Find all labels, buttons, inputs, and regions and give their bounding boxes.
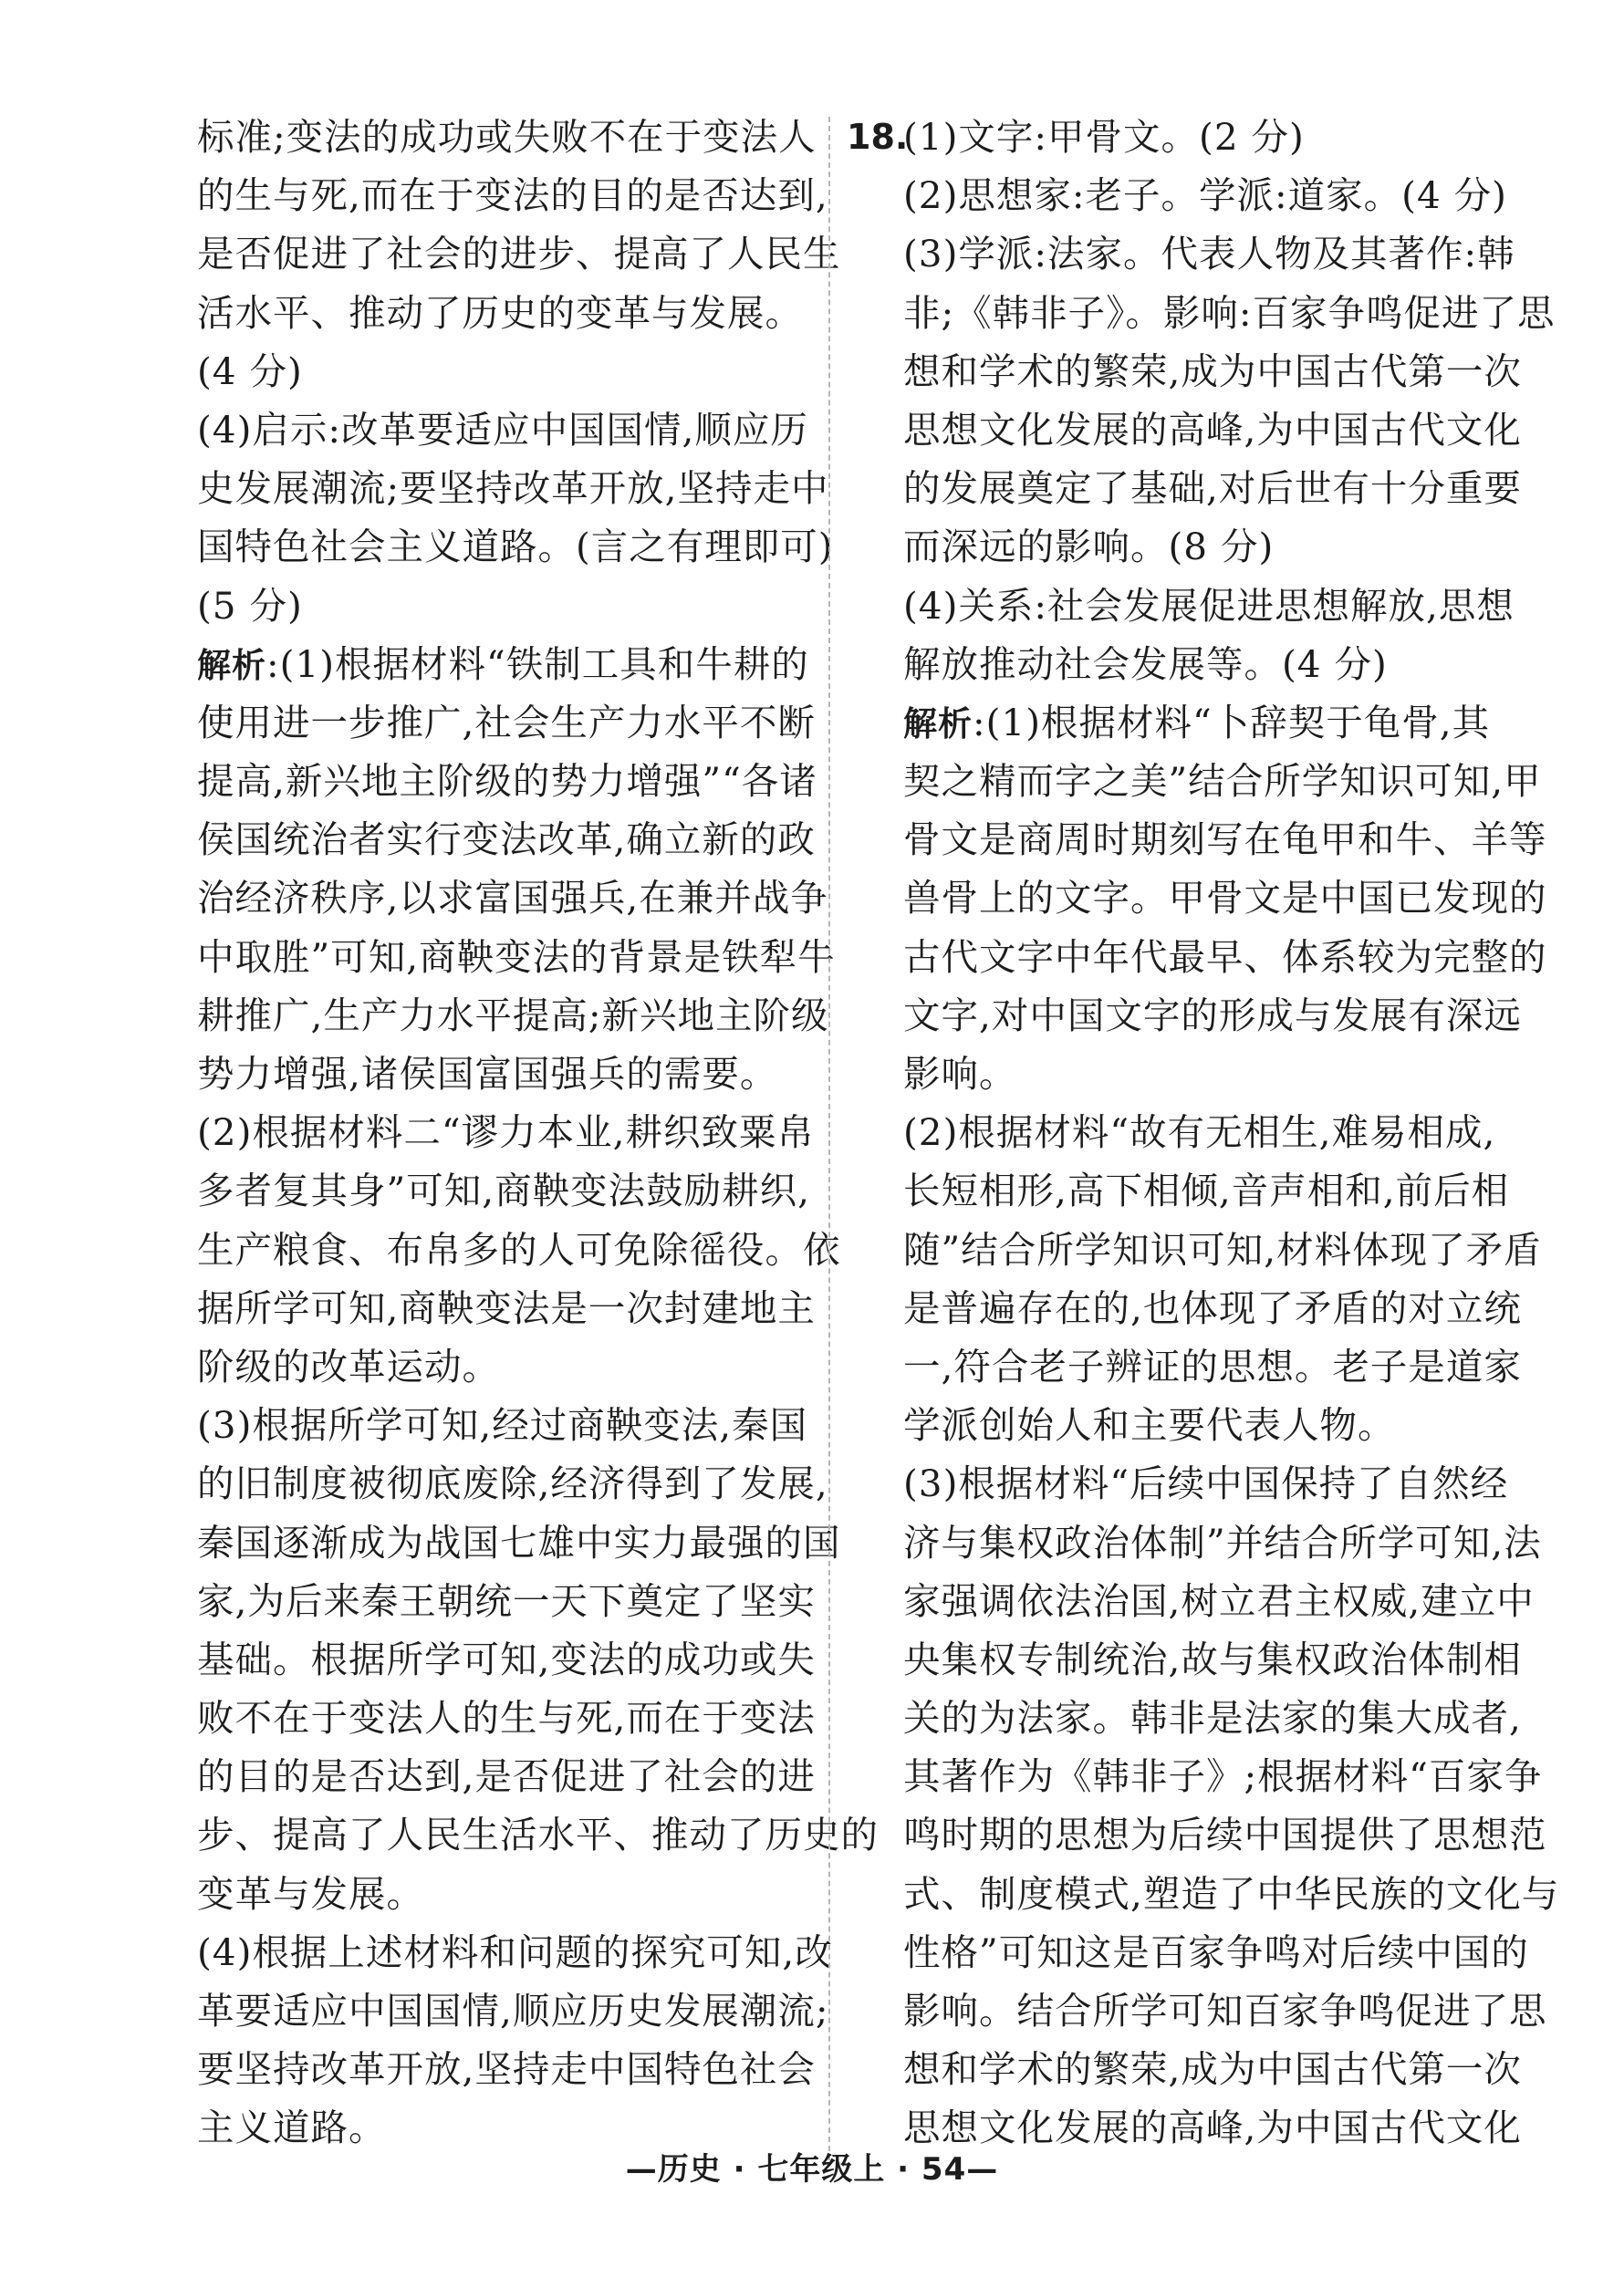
text-line (903, 1630, 1522, 1689)
text-line (197, 868, 827, 927)
text-line (903, 693, 1516, 752)
line-text: :(1)根据材料“卜辞契于龟骨,其 (973, 700, 1491, 744)
text-line (197, 693, 827, 752)
line-text: (2)根据材料二“谬力本业,耕织致粟帛 (197, 1110, 815, 1155)
right-column (903, 108, 1560, 2158)
text-line (197, 1337, 827, 1396)
text-line (197, 1221, 841, 1279)
text-line (903, 224, 1516, 283)
line-text: (4)启示:改革要适应中国国情,顺应历 (197, 407, 808, 452)
text-line (903, 1923, 1529, 1981)
text-line (197, 1865, 827, 1923)
text-line (197, 635, 827, 693)
line-text: 是普遍存在的,也体现了矛盾的对立统 (903, 1285, 1522, 1330)
text-line (903, 166, 1516, 224)
text-line (197, 1161, 827, 1220)
line-text: 鸣时期的思想为后续中国提供了思想范 (903, 1813, 1547, 1857)
line-text: 随”结合所学知识可知,材料体现了矛盾 (903, 1227, 1542, 1272)
line-text: 思想文化发展的高峰,为中国古代文化 (903, 2106, 1522, 2150)
line-text: 文字,对中国文字的形成与发展有深远 (903, 993, 1522, 1037)
line-text: 契之精而字之美”结合所学知识可知,甲 (903, 759, 1542, 804)
line-text: 的生与死,而在于变法的目的是否达到, (197, 173, 828, 218)
line-text: 而深远的影响。(8 分) (903, 525, 1275, 569)
line-text: 标准;变法的成功或失败不在于变法人 (197, 115, 817, 159)
line-text: 使用进一步推广,社会生产力水平不断 (197, 700, 816, 744)
line-text: 其著作为《韩非子》;根据材料“百家争 (903, 1754, 1543, 1799)
line-text: (3)学派:法家。代表人物及其著作:韩 (903, 232, 1515, 276)
text-line (903, 400, 1522, 459)
text-line (197, 1689, 827, 1747)
line-text: 家强调依法治国,树立君主权威,建立中 (903, 1578, 1535, 1623)
line-text: (5 分) (197, 583, 303, 628)
line-text: (4 分) (197, 348, 303, 393)
line-text: 史发展潮流;要坚持改革开放,坚持走中 (197, 466, 829, 511)
line-text: 秦国逐渐成为战国七雄中实力最强的国 (197, 1520, 841, 1565)
line-text: 学派创始人和主要代表人物。 (903, 1403, 1396, 1448)
line-text: 影响。 (903, 1052, 1017, 1096)
line-text: 非;《韩非子》。影响:百家争鸣促进了思 (903, 290, 1556, 335)
text-line (197, 1747, 827, 1805)
line-text: 国特色社会主义道路。(言之有理即可) (197, 525, 834, 569)
text-line (903, 868, 1547, 927)
text-line (197, 577, 827, 635)
text-line (903, 810, 1547, 868)
text-line (903, 1221, 1542, 1279)
line-text: 据所学可知,商鞅变法是一次封建地主 (197, 1285, 816, 1330)
line-text: 想和学术的繁荣,成为中国古代第一次 (903, 2047, 1522, 2092)
line-text: 耕推广,生产力水平提高;新兴地主阶级 (197, 993, 829, 1037)
line-text: 式、制度模式,塑造了中华民族的文化与 (903, 1871, 1560, 1916)
line-text: 古代文字中年代最早、体系较为完整的 (903, 934, 1547, 979)
line-text: 解放推动社会发展等。(4 分) (903, 641, 1388, 686)
text-line (197, 986, 827, 1045)
text-line (197, 1454, 827, 1513)
line-text: 思想文化发展的高峰,为中国古代文化 (903, 407, 1522, 452)
text-line (197, 1513, 841, 1572)
text-line (197, 224, 841, 283)
line-text: :(1)根据材料“铁制工具和牛耕的 (266, 641, 809, 686)
text-line (903, 1337, 1522, 1396)
line-text: 一,符合老子辨证的思想。老子是道家 (903, 1344, 1522, 1388)
text-line (197, 1396, 827, 1454)
line-text: 想和学术的繁荣,成为中国古代第一次 (903, 348, 1522, 393)
line-text: 败不在于变法人的生与死,而在于变法 (197, 1696, 816, 1741)
text-line (903, 1805, 1547, 1864)
text-line (197, 1572, 827, 1630)
line-text: 的旧制度被彻底废除,经济得到了发展, (197, 1461, 828, 1506)
line-text: 骨文是商周时期刻写在龟甲和牛、羊等 (903, 817, 1547, 862)
line-text: 兽骨上的文字。甲骨文是中国已发现的 (903, 876, 1547, 920)
text-line (903, 517, 1516, 576)
line-text: 生产粮食、布帛多的人可免除徭役。依 (197, 1227, 841, 1272)
line-text: 要坚持改革开放,坚持走中国特色社会 (197, 2047, 816, 2092)
text-line (903, 1396, 1516, 1454)
line-text: 长短相形,高下相倾,音声相和,前后相 (903, 1169, 1510, 1213)
line-text: (3)根据所学可知,经过商鞅变法,秦国 (197, 1403, 808, 1448)
text-line (903, 1161, 1516, 1220)
line-text: (2)根据材料“故有无相生,难易相成, (903, 1110, 1496, 1155)
text-line (197, 1805, 879, 1864)
line-text: 革要适应中国国情,顺应历史发展潮流; (197, 1989, 829, 2033)
text-line (197, 342, 827, 400)
line-text: (3)根据材料“后续中国保持了自然经 (903, 1461, 1509, 1506)
line-text: (2)思想家:老子。学派:道家。(4 分) (903, 173, 1507, 218)
analysis-label: 解析 (903, 703, 973, 744)
text-line (903, 1454, 1516, 1513)
line-text: 中取胜”可知,商鞅变法的背景是铁犁牛 (197, 934, 836, 979)
text-line (903, 752, 1542, 810)
text-line (903, 284, 1556, 342)
text-line (903, 1045, 1516, 1103)
text-line (903, 1981, 1547, 2040)
analysis-label: 解析 (197, 645, 266, 685)
line-text: (4)关系:社会发展促进思想解放,思想 (903, 583, 1515, 628)
text-line (903, 1279, 1522, 1337)
text-line (903, 928, 1547, 986)
line-text: 活水平、推动了历史的变革与发展。 (197, 290, 803, 335)
text-line (197, 1279, 827, 1337)
text-line (197, 1923, 833, 1981)
line-text: 主义道路。 (197, 2106, 387, 2150)
line-text: 央集权专制统治,故与集权政治体制相 (903, 1637, 1522, 1681)
line-text: (4)根据上述材料和问题的探究可知,改 (197, 1929, 833, 1974)
line-text: 的发展奠定了基础,对后世有十分重要 (903, 466, 1522, 511)
line-text: 治经济秩序,以求富国强兵,在兼并战争 (197, 876, 828, 920)
text-line (903, 108, 1516, 166)
question-number: 18. (847, 117, 909, 157)
line-text: 变革与发展。 (197, 1871, 424, 1916)
line-text: 的目的是否达到,是否促进了社会的进 (197, 1754, 816, 1799)
text-line (197, 928, 836, 986)
text-line (197, 1045, 827, 1103)
text-line (197, 1981, 827, 2040)
line-text: 关的为法家。韩非是法家的集大成者, (903, 1696, 1522, 1741)
text-line (197, 1630, 827, 1689)
line-text: 性格”可知这是百家争鸣对后续中国的 (903, 1929, 1529, 1974)
text-line (903, 1689, 1522, 1747)
line-text: 势力增强,诸侯国富国强兵的需要。 (197, 1052, 778, 1096)
line-text: 阶级的改革运动。 (197, 1344, 500, 1388)
text-line (903, 1513, 1542, 1572)
line-text: (1)文字:甲骨文。(2 分) (903, 115, 1305, 159)
text-line (197, 400, 827, 459)
text-line (197, 108, 827, 166)
text-line (903, 1865, 1560, 1923)
column-divider (828, 117, 830, 2160)
page-footer: —历史 · 七年级上 · 54— (625, 2151, 999, 2188)
line-text: 影响。结合所学可知百家争鸣促进了思 (903, 1989, 1547, 2033)
text-line (903, 342, 1522, 400)
text-line (197, 517, 834, 576)
line-text: 多者复其身”可知,商鞅变法鼓励耕织, (197, 1169, 810, 1213)
text-line (903, 1103, 1516, 1161)
line-text: 步、提高了人民生活水平、推动了历史的 (197, 1813, 879, 1857)
line-text: 侯国统治者实行变法改革,确立新的政 (197, 817, 816, 862)
text-line (903, 986, 1522, 1045)
text-line (903, 1572, 1535, 1630)
line-text: 济与集权政治体制”并结合所学可知,法 (903, 1520, 1542, 1565)
text-line (197, 810, 827, 868)
text-line (197, 2040, 827, 2098)
text-line (903, 635, 1516, 693)
line-text: 基础。根据所学可知,变法的成功或失 (197, 1637, 816, 1681)
text-line (197, 752, 827, 810)
text-line (197, 1103, 827, 1161)
line-text: 家,为后来秦王朝统一天下奠定了坚实 (197, 1578, 816, 1623)
text-line (903, 577, 1516, 635)
line-text: 是否促进了社会的进步、提高了人民生 (197, 232, 841, 276)
text-line (197, 166, 827, 224)
text-line (903, 459, 1522, 517)
line-text: 提高,新兴地主阶级的势力增强”“各诸 (197, 759, 817, 804)
text-line (197, 284, 827, 342)
text-line (903, 1747, 1543, 1805)
text-line (903, 2040, 1522, 2098)
text-line (197, 459, 827, 517)
